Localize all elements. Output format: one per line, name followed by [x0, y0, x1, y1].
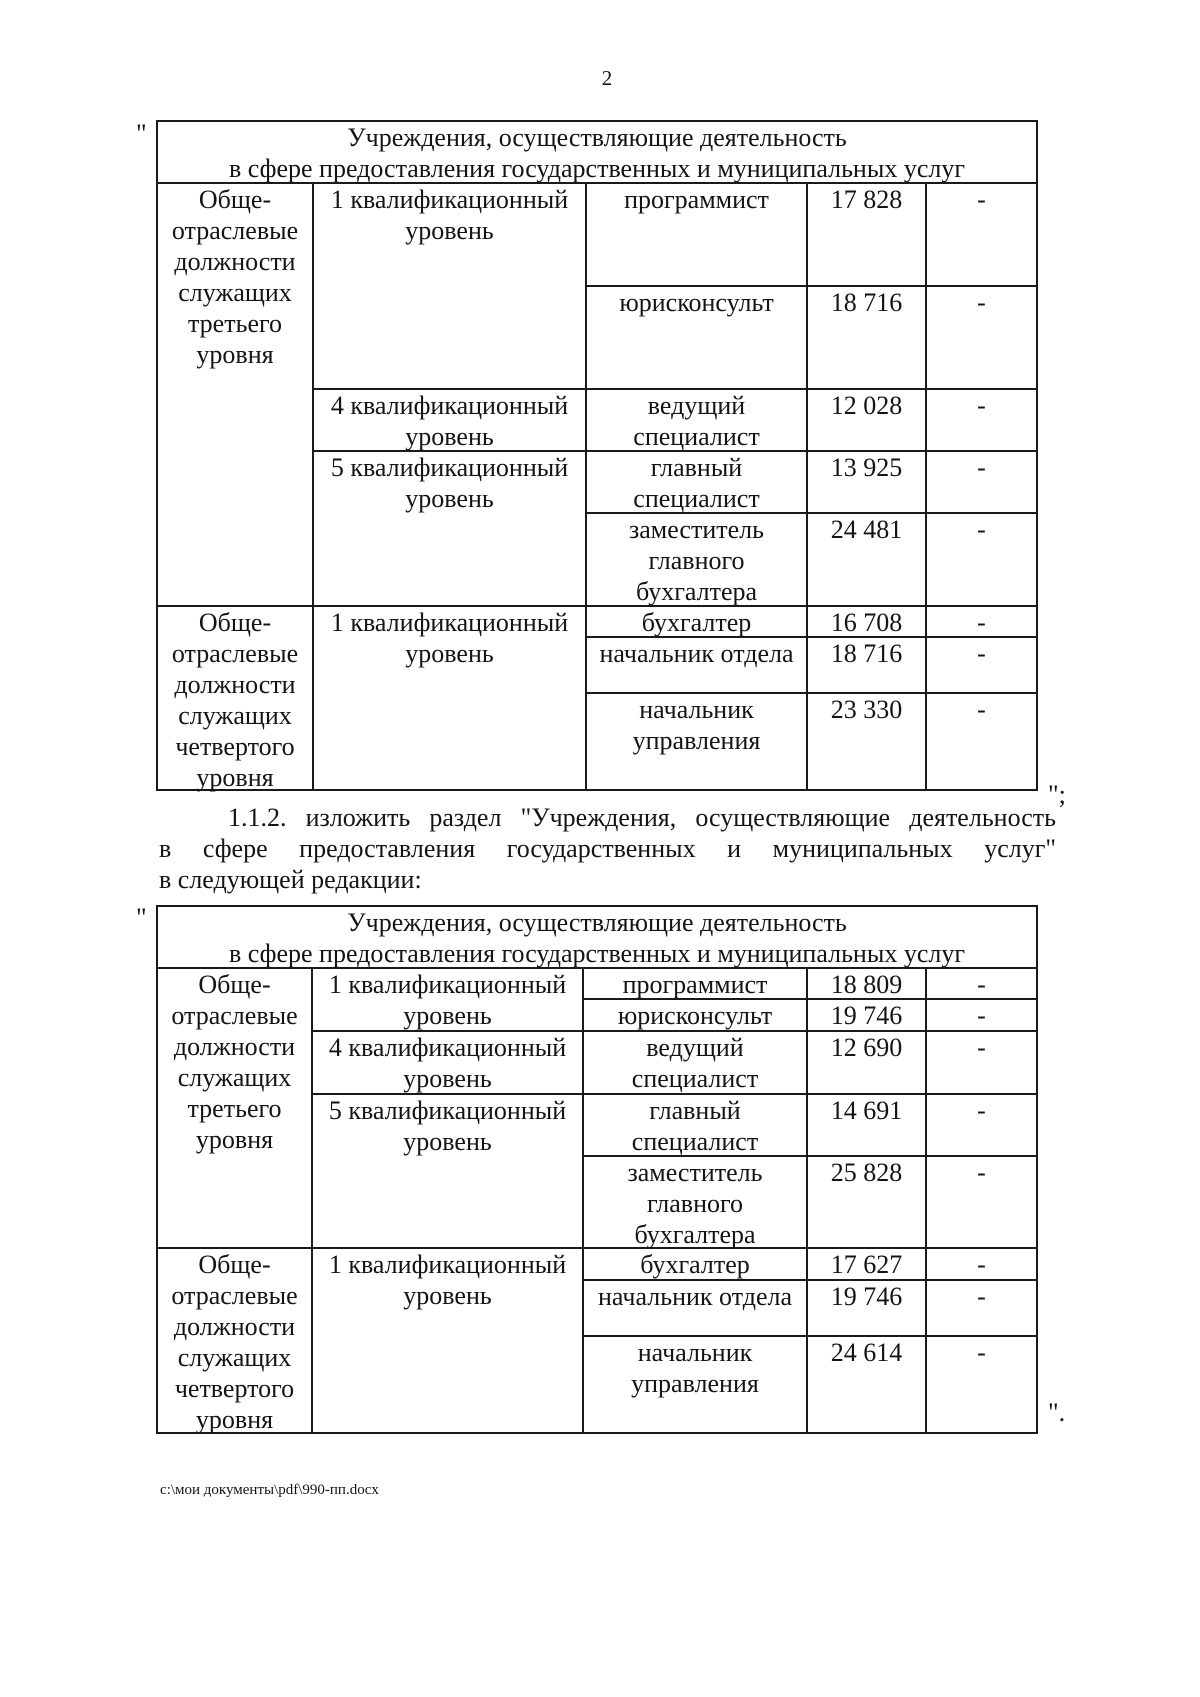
salary-cell: 23 330 [806, 692, 927, 791]
qualification-level-cell [311, 967, 584, 1032]
position-line: ведущий [646, 1033, 744, 1062]
position-cell [585, 512, 808, 607]
note-cell: - [925, 1279, 1038, 1337]
position-line: заместитель [627, 1158, 763, 1187]
qualification-level-line: 1 квалификационный [328, 1250, 567, 1279]
qualification-level-line: уровень [403, 1127, 492, 1156]
qualification-level-cell [311, 1247, 584, 1434]
table1-open-quote: " [136, 119, 147, 148]
salary-cell: 12 028 [806, 388, 927, 452]
position-line: бухгалтера [634, 1220, 756, 1249]
position-line: ведущий [647, 391, 746, 420]
note-cell: - [925, 636, 1038, 694]
table-header [156, 905, 1038, 969]
table2-open-quote: " [136, 903, 147, 932]
table-header-line: Учреждения, осуществляющие деятельность [347, 123, 847, 152]
position-line: программист [624, 185, 769, 214]
salary-cell: 24 481 [806, 512, 927, 607]
category-line: третьего [187, 1094, 282, 1123]
qualification-level-line: 1 квалификационный [330, 185, 569, 214]
note-cell: - [925, 1093, 1038, 1157]
position-line: юрисконсульт [619, 288, 774, 317]
salary-cell: 14 691 [806, 1093, 927, 1157]
position-cell [582, 1279, 808, 1337]
category-line: уровня [196, 763, 274, 792]
category-line: служащих [178, 701, 292, 730]
position-line: начальник [637, 1338, 753, 1367]
category-cell [156, 605, 314, 791]
note-cell: - [925, 998, 1038, 1032]
position-cell [585, 285, 808, 390]
category-line: четвертого [175, 732, 295, 761]
salary-cell: 25 828 [806, 1155, 927, 1249]
category-line: Обще- [198, 608, 272, 637]
note-cell: - [925, 605, 1038, 638]
category-line: уровня [196, 340, 274, 369]
qualification-level-line: 5 квалификационный [330, 453, 569, 482]
position-line: специалист [633, 484, 760, 513]
qualification-level-cell [311, 1093, 584, 1249]
position-cell [582, 1155, 808, 1249]
position-line: начальник отдела [599, 639, 794, 668]
position-cell [582, 1247, 808, 1281]
qualification-level-line: уровень [405, 639, 494, 668]
category-line: четвертого [174, 1374, 295, 1403]
category-cell [156, 1247, 313, 1434]
category-cell [156, 182, 314, 607]
position-cell [582, 1093, 808, 1157]
qualification-level-line: 1 квалификационный [328, 970, 567, 999]
position-line: программист [622, 970, 768, 999]
position-cell [585, 450, 808, 514]
salary-cell: 18 716 [806, 636, 927, 694]
salary-cell: 12 690 [806, 1030, 927, 1095]
table-header [156, 120, 1038, 184]
position-cell [585, 388, 808, 452]
category-line: отраслевые [171, 1281, 298, 1310]
page-number: 2 [601, 66, 613, 90]
position-cell [585, 692, 808, 791]
position-line: специалист [631, 1127, 759, 1156]
position-line: бухгалтер [641, 608, 752, 637]
category-line: уровня [195, 1125, 274, 1154]
category-line: Обще- [198, 1250, 271, 1279]
position-line: бухгалтер [640, 1250, 750, 1279]
salary-table-current [156, 120, 1038, 791]
qualification-level-line: 4 квалификационный [330, 391, 569, 420]
position-line: главный [650, 453, 743, 482]
salary-cell: 18 716 [806, 285, 927, 390]
note-cell: - [925, 1335, 1038, 1434]
position-line: юрисконсульт [617, 1001, 773, 1030]
qualification-level-cell [311, 1030, 584, 1095]
category-line: должности [173, 1032, 296, 1061]
table-header-line: Учреждения, осуществляющие деятельность [347, 908, 847, 937]
position-line: специалист [631, 1064, 759, 1093]
position-cell [582, 1030, 808, 1095]
table-header-line: в сфере предоставления государственных и муниципальных услуг [229, 154, 965, 183]
qualification-level-cell [312, 605, 587, 791]
qualification-level-line: 5 квалификационный [328, 1096, 567, 1125]
salary-cell: 24 614 [806, 1335, 927, 1434]
position-line: бухгалтера [635, 577, 758, 606]
category-line: Обще- [198, 185, 272, 214]
position-line: главного [648, 546, 745, 575]
amendment-paragraph [159, 802, 1056, 895]
qualification-level-line: уровень [405, 422, 494, 451]
note-cell: - [925, 450, 1038, 514]
category-line: должности [174, 670, 296, 699]
qualification-level-line: уровень [403, 1001, 492, 1030]
note-cell: - [925, 692, 1038, 791]
position-cell [585, 636, 808, 694]
salary-table-new [156, 905, 1038, 1434]
table-header-line: в сфере предоставления государственных и муниципальных услуг [229, 939, 965, 968]
note-cell: - [925, 1247, 1038, 1281]
category-line: должности [173, 1312, 296, 1341]
qualification-level-line: 1 квалификационный [330, 608, 569, 637]
qualification-level-cell [312, 182, 587, 390]
position-cell [585, 605, 808, 638]
category-line: отраслевые [171, 639, 299, 668]
salary-cell: 18 809 [806, 967, 927, 1000]
category-line: Обще- [198, 970, 271, 999]
position-line: главный [649, 1096, 741, 1125]
position-line: управления [632, 726, 761, 755]
file-path-footer: c:\мои документы\pdf\990-пп.docx [160, 1482, 379, 1498]
salary-cell: 17 627 [806, 1247, 927, 1281]
category-line: служащих [177, 1063, 292, 1092]
table1-closing-quote: "; [1048, 780, 1066, 809]
category-line: отраслевые [171, 216, 299, 245]
category-line: уровня [195, 1405, 274, 1434]
note-cell: - [925, 1030, 1038, 1095]
category-cell [156, 967, 313, 1249]
qualification-level-line: уровень [405, 484, 494, 513]
position-line: заместитель [628, 515, 764, 544]
qualification-level-cell [312, 388, 587, 452]
salary-cell: 13 925 [806, 450, 927, 514]
qualification-level-cell [312, 450, 587, 607]
category-line: третьего [188, 309, 282, 338]
note-cell: - [925, 182, 1038, 287]
qualification-level-line: 4 квалификационный [328, 1033, 567, 1062]
position-cell [582, 967, 808, 1000]
qualification-level-line: уровень [403, 1281, 492, 1310]
salary-cell: 16 708 [806, 605, 927, 638]
category-line: должности [174, 247, 296, 276]
category-line: служащих [177, 1343, 292, 1372]
table2-closing-quote: ". [1048, 1398, 1066, 1427]
salary-cell: 19 746 [806, 998, 927, 1032]
position-cell [585, 182, 808, 287]
position-line: начальник [639, 695, 754, 724]
position-cell [582, 1335, 808, 1434]
position-cell [582, 998, 808, 1032]
amendment-line: 1.1.2. изложить раздел "Учреждения, осуществляющие деятельность [228, 803, 1056, 832]
position-line: начальник отдела [597, 1282, 792, 1311]
category-line: служащих [178, 278, 292, 307]
note-cell: - [925, 285, 1038, 390]
note-cell: - [925, 512, 1038, 607]
note-cell: - [925, 967, 1038, 1000]
qualification-level-line: уровень [403, 1064, 492, 1093]
qualification-level-line: уровень [405, 216, 494, 245]
category-line: отраслевые [171, 1001, 298, 1030]
note-cell: - [925, 1155, 1038, 1249]
position-line: управления [631, 1369, 759, 1398]
amendment-line: в следующей редакции: [159, 865, 422, 894]
salary-cell: 19 746 [806, 1279, 927, 1337]
salary-cell: 17 828 [806, 182, 927, 287]
amendment-line: в сфере предоставления государственных и муниципальных услуг" [159, 834, 1056, 863]
position-line: главного [646, 1189, 744, 1218]
note-cell: - [925, 388, 1038, 452]
position-line: специалист [633, 422, 760, 451]
